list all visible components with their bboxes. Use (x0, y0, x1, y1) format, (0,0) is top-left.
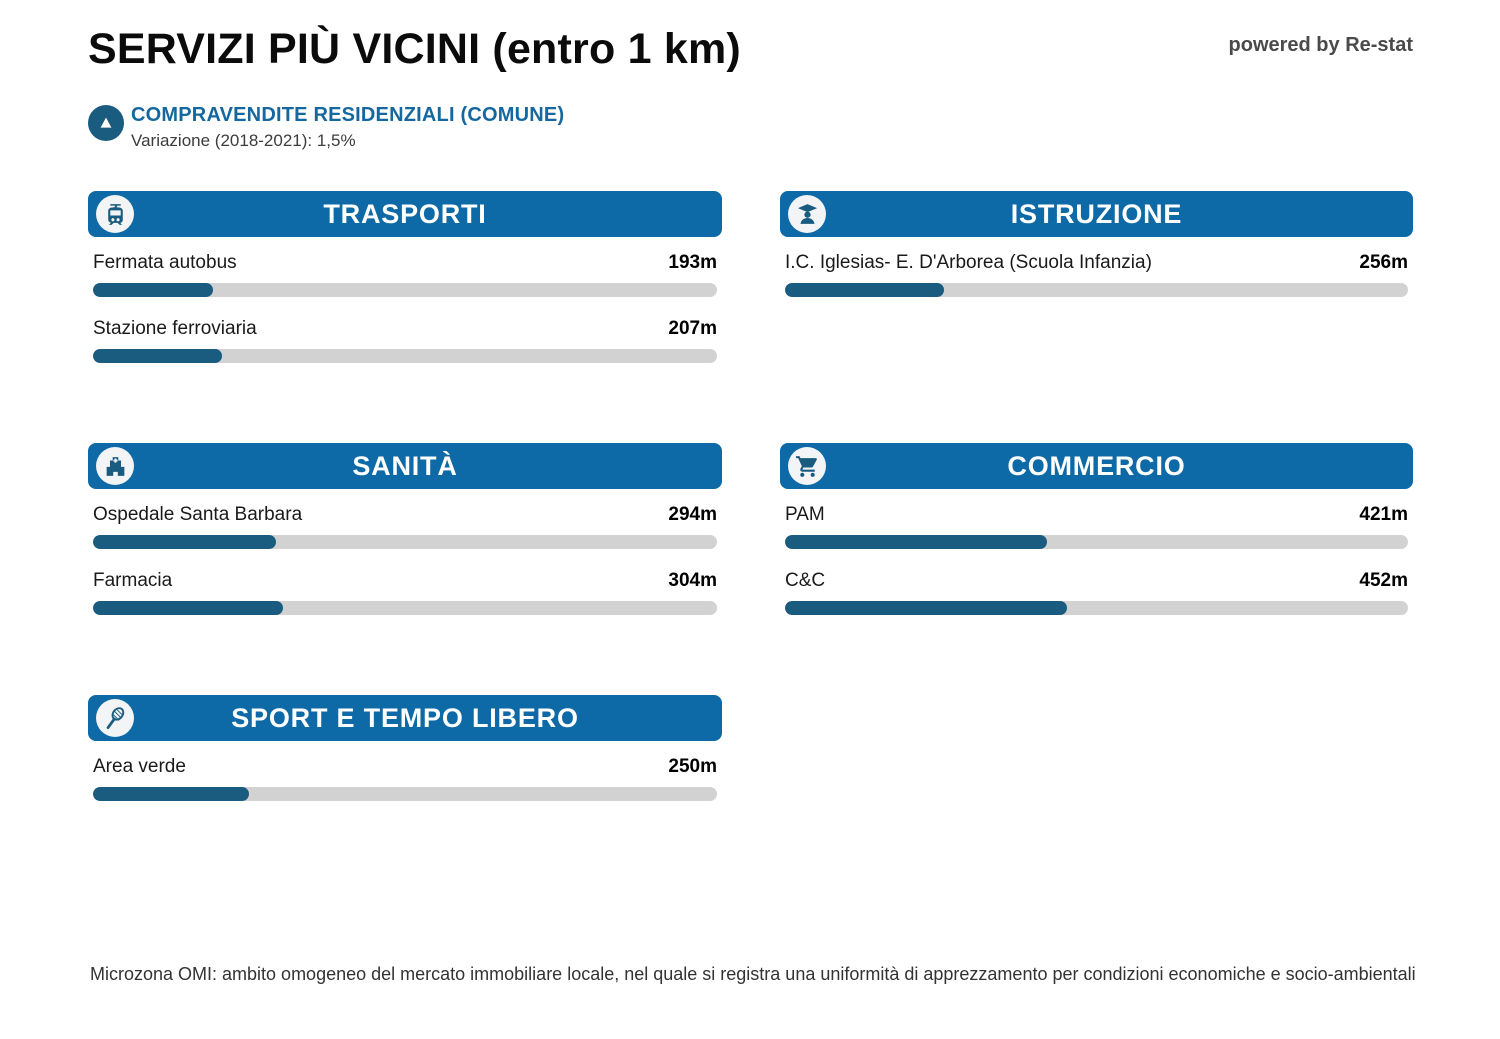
category-rows (88, 252, 722, 363)
service-distance: 193m (668, 252, 717, 274)
category-card (88, 695, 722, 801)
cart-icon (788, 447, 826, 485)
distance-bar (93, 787, 717, 801)
service-label: I.C. Iglesias- E. D'Arborea (Scuola Infanzia) (785, 252, 1152, 274)
service-row (785, 504, 1408, 549)
distance-bar (93, 283, 717, 297)
category-header (780, 443, 1413, 489)
top-bar (88, 26, 1413, 73)
distance-bar-fill (785, 601, 1067, 615)
summary-variation: Variazione (2018-2021): 1,5% (131, 131, 356, 151)
service-label: Farmacia (93, 570, 173, 592)
service-row (93, 756, 717, 801)
distance-bar-fill (93, 601, 283, 615)
summary-label: COMPRAVENDITE RESIDENZIALI (COMUNE) (131, 104, 565, 127)
triangle-up-icon (88, 105, 124, 141)
graduate-icon (788, 195, 826, 233)
distance-bar (93, 535, 717, 549)
service-label: PAM (785, 504, 825, 526)
category-title: SANITÀ (352, 450, 458, 481)
category-card (780, 191, 1413, 297)
distance-bar (785, 535, 1408, 549)
category-card (780, 443, 1413, 615)
category-header (88, 443, 722, 489)
service-row (93, 570, 717, 615)
category-rows (780, 504, 1413, 615)
distance-bar-fill (785, 283, 944, 297)
category-card (88, 191, 722, 363)
category-header (88, 695, 722, 741)
cards-grid (88, 191, 1413, 947)
page-title: SERVIZI PIÙ VICINI (entro 1 km) (88, 25, 741, 73)
service-row (93, 252, 717, 297)
category-title: TRASPORTI (323, 198, 487, 229)
distance-bar-fill (93, 283, 213, 297)
service-distance: 207m (668, 318, 717, 340)
category-title: ISTRUZIONE (1010, 198, 1183, 229)
footer-note: Microzona OMI: ambito omogeneo del mercato immobiliare locale, nel quale si registra una uniformità di apprezzamento per condizioni economiche e socio-ambientali (90, 964, 1416, 984)
tram-icon (96, 195, 134, 233)
summary-block (88, 104, 1413, 151)
category-header (780, 191, 1413, 237)
distance-bar-fill (93, 787, 249, 801)
service-row (785, 252, 1408, 297)
service-row (93, 318, 717, 363)
powered-by-label: powered by Re-stat (1228, 34, 1413, 56)
service-distance: 304m (668, 570, 717, 592)
service-row (785, 570, 1408, 615)
category-rows (780, 252, 1413, 297)
service-label: C&C (785, 570, 826, 592)
distance-bar (785, 601, 1408, 615)
category-title: SPORT E TEMPO LIBERO (231, 702, 579, 733)
distance-bar-fill (93, 349, 222, 363)
category-rows (88, 504, 722, 615)
distance-bar (785, 283, 1408, 297)
service-distance: 452m (1359, 570, 1408, 592)
distance-bar-fill (785, 535, 1047, 549)
service-label: Stazione ferroviaria (93, 318, 257, 340)
service-distance: 421m (1359, 504, 1408, 526)
distance-bar-fill (93, 535, 276, 549)
service-label: Ospedale Santa Barbara (93, 504, 303, 526)
service-label: Area verde (93, 756, 186, 778)
racket-icon (96, 699, 134, 737)
category-header (88, 191, 722, 237)
category-rows (88, 756, 722, 801)
distance-bar (93, 601, 717, 615)
category-title: COMMERCIO (1007, 450, 1186, 481)
distance-bar (93, 349, 717, 363)
service-distance: 256m (1359, 252, 1408, 274)
service-distance: 250m (668, 756, 717, 778)
category-card (88, 443, 722, 615)
service-label: Fermata autobus (93, 252, 237, 274)
service-distance: 294m (668, 504, 717, 526)
hospital-icon (96, 447, 134, 485)
service-row (93, 504, 717, 549)
